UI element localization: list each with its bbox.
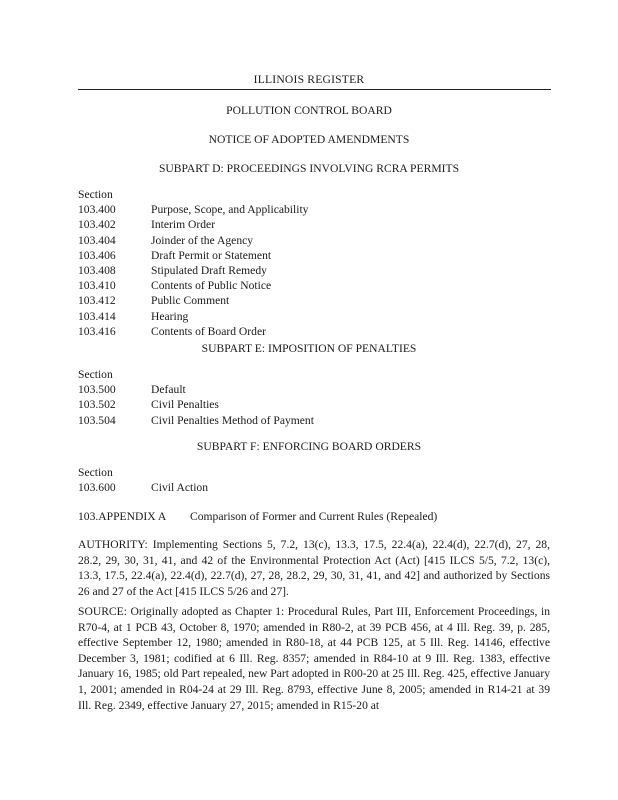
section-row [78,294,553,309]
section-row [78,218,553,233]
section-row [78,383,553,398]
section-number: 103.600 [78,481,116,495]
section-number: 103.412 [78,294,116,308]
source-paragraph: SOURCE: Originally adopted as Chapter 1: Procedural Rules, Part III, Enforcement Proceedings, in R70-4, at 1 PCB 43, October 8, 1970; amended in R80-2, at 39 PCB 456, at 4 Ill. Reg. 39, p. 285, effective September 12, 1980; amended in R80-18, at 44 PCB 125, at 5 Ill. Reg. 14146, effective December 3, 1981; codified at 6 Ill. Reg. 8357; amended in R84-10 at 9 Ill. Reg. 1383, effective January 16, 1985; old Part repealed, new Part adopted in R00-20 at 25 Ill. Reg. 425, effective January 1, 2001; amended in R04-24 at 29 Ill. Reg. 8793, effective June 8, 2005; amended in R14-21 at 39 Ill. Reg. 2349, effective January 27, 2015; amended in R15-20 at [78,605,550,712]
subpart-f-section-list [78,466,553,496]
section-title: Contents of Board Order [151,324,266,338]
section-number: 103.410 [78,279,116,293]
section-row [78,310,553,325]
section-number: 103.502 [78,398,116,412]
section-label: Section [78,466,113,479]
section-title: Draft Permit or Statement [151,248,272,262]
section-row [78,325,553,340]
register-title: ILLINOIS REGISTER [253,73,365,86]
section-title: Hearing [151,309,189,323]
authority-paragraph: AUTHORITY: Implementing Sections 5, 7.2, 13(c), 13.3, 17.5, 22.4(a), 22.4(d), 22.7(d), 27, 28, 28.2, 29, 30, 31, 41, and 42 of the Environmental Protection Act (Act) [415 ILCS 5/5, 7.2, 13(c), 13.3, 17.5, 22.4(a), 22.4(d), 22.7(d), 27, 28, 28.2, 29, 30, 31, 41, and 42] and authorized by Sections 26 and 27 of the Act [415 ILCS 5/26 and 27]. [78,538,550,598]
section-title: Joinder of the Agency [151,233,254,247]
section-row [78,249,553,264]
notice-title: NOTICE OF ADOPTED AMENDMENTS [208,133,410,146]
section-row [78,234,553,249]
section-title: Civil Penalties [151,398,219,412]
section-title: Civil Action [151,481,209,495]
section-number: 103.504 [78,413,116,427]
section-number: 103.400 [78,203,116,217]
section-title: Interim Order [151,218,216,232]
section-number: 103.406 [78,248,116,262]
section-title: Civil Penalties Method of Payment [151,413,314,427]
section-row [78,279,553,294]
section-title: Stipulated Draft Remedy [151,263,267,277]
section-row [78,264,553,279]
section-number: 103.402 [78,218,116,232]
subpart-d-section-list [78,188,553,340]
section-number: 103.416 [78,324,116,338]
section-number: 103.414 [78,309,116,323]
section-row [78,398,553,413]
subpart-d-heading: SUBPART D: PROCEEDINGS INVOLVING RCRA PERMITS [158,162,460,175]
section-label: Section [78,368,113,381]
appendix-title: Comparison of Former and Current Rules (Repealed) [190,510,438,523]
subpart-e-section-list [78,368,553,429]
appendix-entry [78,510,553,525]
appendix-number: 103.APPENDIX A [78,510,167,523]
section-title: Contents of Public Notice [151,279,272,293]
section-title: Purpose, Scope, and Applicability [151,203,309,217]
section-number: 103.408 [78,263,116,277]
section-label: Section [78,188,113,201]
section-number: 103.500 [78,383,116,397]
agency-title: POLLUTION CONTROL BOARD [226,104,392,117]
subpart-e-heading: SUBPART E: IMPOSITION OF PENALTIES [201,342,417,355]
section-title: Default [151,383,186,397]
section-row [78,481,553,496]
section-row [78,203,553,218]
header-rule [78,89,551,90]
subpart-f-heading: SUBPART F: ENFORCING BOARD ORDERS [196,440,422,453]
section-number: 103.404 [78,233,116,247]
section-row [78,414,553,429]
section-title: Public Comment [151,294,230,308]
